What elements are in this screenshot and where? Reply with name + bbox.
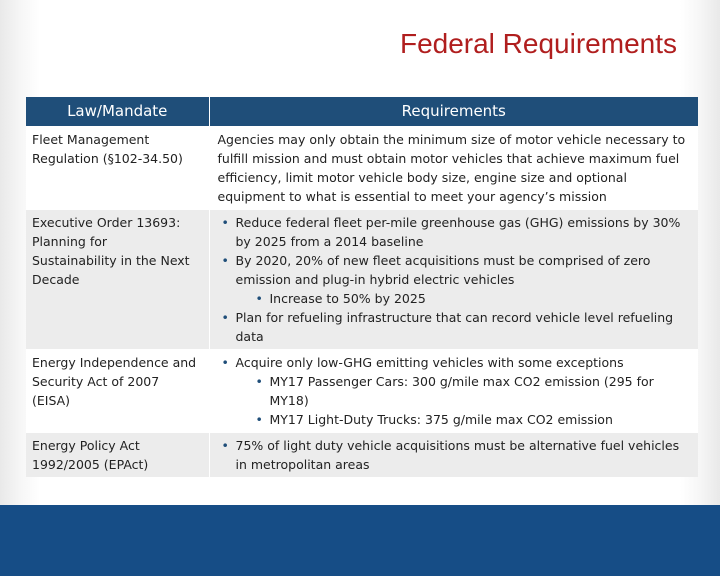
- requirement-cell: [209, 433, 698, 478]
- table-row: [26, 210, 698, 350]
- law-cell: Energy Policy Act 1992/2005 (EPAct): [26, 433, 209, 478]
- requirement-cell: Agencies may only obtain the minimum size of motor vehicle necessary to fulfill mission and must obtain motor vehicles that achieve maximum fuel efficiency, limit motor vehicle body size, engine size and optional equipment to what is essential to meet your agency’s mission: [209, 127, 698, 210]
- bullet-item: • Acquire only low-GHG emitting vehicles with some exceptions: [218, 353, 693, 372]
- header-requirements: Requirements: [209, 97, 698, 127]
- bullet-item: • 75% of light duty vehicle acquisitions must be alternative fuel vehicles in metropolitan areas: [218, 436, 693, 474]
- table-row: [26, 350, 698, 433]
- table-row: [26, 127, 698, 210]
- sub-bullet-item: • MY17 Passenger Cars: 300 g/mile max CO2 emission (295 for MY18): [218, 372, 693, 410]
- law-cell: Fleet Management Regulation (§102-34.50): [26, 127, 209, 210]
- sub-bullet-item: • MY17 Light-Duty Trucks: 375 g/mile max CO2 emission: [218, 410, 693, 429]
- bullet-item: • By 2020, 20% of new fleet acquisitions must be comprised of zero emission and plug-in hybrid electric vehicles: [218, 251, 693, 289]
- bullet-item: • Plan for refueling infrastructure that can record vehicle level refueling data: [218, 308, 693, 346]
- requirement-cell: [209, 210, 698, 350]
- requirement-bullet-list: [218, 436, 693, 474]
- table-header-row: [26, 97, 698, 127]
- law-cell: Energy Independence and Security Act of 2007 (EISA): [26, 350, 209, 433]
- requirement-bullet-list: [218, 353, 693, 429]
- requirement-bullet-list: [218, 213, 693, 346]
- sub-bullet-item: • Increase to 50% by 2025: [218, 289, 693, 308]
- bullet-item: • Reduce federal fleet per-mile greenhouse gas (GHG) emissions by 30% by 2025 from a 2014 baseline: [218, 213, 693, 251]
- header-law-mandate: Law/Mandate: [26, 97, 209, 127]
- requirements-table: [26, 97, 698, 477]
- slide-title: Federal Requirements: [399, 28, 677, 59]
- footer-bar: [0, 505, 720, 576]
- requirement-cell: [209, 350, 698, 433]
- table-row: [26, 433, 698, 478]
- law-cell: Executive Order 13693: Planning for Sustainability in the Next Decade: [26, 210, 209, 350]
